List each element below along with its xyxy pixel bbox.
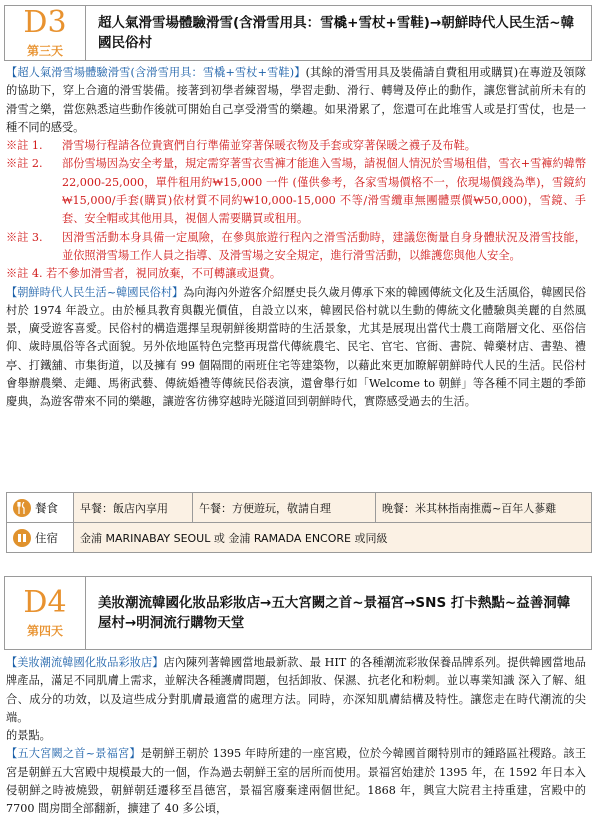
meals-row — [7, 493, 591, 523]
day3-header — [4, 5, 592, 61]
folk-body: 為向海內外遊客介紹歷史長久歲月傳承下來的韓國傳統文化及生活風俗，韓國民俗村於 1974 年設立。由於極具教育與觀光價值，自設立以來，韓國民俗村就以生動的傳統文化體驗與美麗的自然風景，廣受遊客喜愛。民俗村的構造選擇呈現朝鮮後期當時的生活景象，尤其是展現出當代士農工商階層文化、巫俗信仰、歲時風俗等各式面貌。另外依地區特色完整再現當代傳統農宅、民宅、官宅、官衙、書院、韓藥材店、書塾、禮亭、打鐵舖、市集街道，以及擁有 99 個隔間的兩班住宅等建築物，以藉此來更加瞭解朝鮮時代人民的生活。民俗村會舉辦農樂、走繩、馬術武藝、傳統婚禮等傳統民俗表演，還會舉行如「Welcome to 朝鮮」等各種不同主題的季節慶典，為遊客帶來不同的樂趣，讓遊客彷彿穿越時光隧道回到朝鮮時代，實際感受過去的生活。 — [6, 285, 586, 409]
note-1 — [6, 137, 586, 155]
palace-body: 是朝鮮王朝於 1395 年時所建的一座宮殿，位於今韓國首爾特別市的鍾路區社稷路。該王宮是朝鮮五大宮殿中規模最大的一個，作為過去朝鮮王室的居所而使用。景福宮始建於 1395 年，在 1592 年日本入侵朝鮮之時被燒毀，朝鮮朝廷遷移至昌德宮，景福宮廢棄達兩個世紀。1868 年，興宣大院君主持重建，宮殿中的 7700 間房間全部翻新，擴建了 40 多公頃， — [6, 747, 587, 816]
palace-paragraph — [6, 745, 586, 818]
hotel-row — [7, 523, 591, 552]
note-4 — [6, 265, 586, 283]
cosme-paragraph — [6, 654, 586, 727]
bed-icon — [13, 529, 31, 547]
lunch-cell: 午餐：方便遊玩，敬請自理 — [193, 493, 376, 522]
meals-label-text: 餐食 — [35, 500, 58, 515]
cosme-body: 店內陳列著韓國當地最新款、最 HIT 的各種潮流彩妝保養品牌系列。提供韓國當地品牌產品，滿足不同肌膚上需求，並解決各種護膚問題，包括卸妝、保濕、抗老化和粉刺。並以專業知識 深入了解、組合、成分的功效，以及這些成分對肌膚最適當的處理方法。同時，亦深知肌膚結構及特性。讓您走在時代潮流的尖端。 — [6, 656, 586, 724]
day3-content — [6, 64, 586, 412]
hotel-cell: 金浦 MARINABAY SEOUL 或 金浦 RAMADA ENCORE 或同級 — [74, 523, 591, 552]
day4-badge — [5, 577, 86, 649]
note-2 — [6, 155, 586, 228]
meals-label — [7, 493, 74, 522]
note-3 — [6, 229, 586, 266]
note-text: 若不參加滑雪者，視同放棄，不可轉讓或退費。 — [46, 267, 282, 281]
dinner-cell: 晚餐：米其林指南推薦~百年人蔘雞 — [376, 493, 591, 522]
hotel-label — [7, 523, 74, 552]
breakfast-cell: 早餐：飯店內享用 — [74, 493, 193, 522]
day4-content — [6, 654, 586, 819]
ski-heading: 【超人氣滑雪場體驗滑雪(含滑雪用具：雪橇+雪杖+雪鞋)】 — [6, 66, 306, 79]
hotel-label-text: 住宿 — [35, 530, 58, 545]
cosme-tail: 的景點。 — [6, 729, 51, 743]
note-text: 部份雪場因為安全考量，規定需穿著雪衣雪褲才能進入雪場，請視個人情況於雪場租借，雪衣+雪褲約韓幣 22,000-25,000，單件租用約₩15,000 一件 (僅供參考，各家雪場價格不一，依現場價錢為準)，雪鏡約₩15,000/手套(購買)依材質不同約₩10,000-15,000 不等/滑雪纜車無團體票價₩50,000)，雪鏡、手套、安全帽或其他用具，視個人需要購買或租用。 — [62, 157, 587, 226]
note-label: ※註 1. — [6, 139, 43, 153]
utensils-icon — [13, 499, 31, 517]
day-number: D3 — [23, 4, 67, 40]
note-text: 因滑雪活動本身具備一定風險，在參與旅遊行程內之滑雪活動時，建議您衡量自身身體狀況及滑雪技能，並依照滑雪場工作人員之指導、及滑雪場之安全規定，進行滑雪活動，以維護您與他人安全。 — [62, 230, 586, 262]
day4-header — [4, 576, 592, 650]
note-text: 滑雪場行程請各位貴賓們自行準備並穿著保暖衣物及手套或穿著保暖之襪子及布鞋。 — [62, 139, 476, 153]
day3-badge — [5, 6, 86, 60]
note-label: ※註 4. — [6, 267, 43, 281]
folk-paragraph — [6, 284, 586, 412]
palace-heading: 【五大宮闕之首~景福宮】 — [6, 747, 141, 761]
ski-paragraph — [6, 64, 586, 137]
day-label: 第三天 — [26, 43, 63, 58]
day4-title: 美妝潮流韓國化妝品彩妝店→五大宮闕之首~景福宮→SNS 打卡熱點~益善洞韓屋村→明洞流行購物天堂 — [98, 595, 571, 631]
cosme-heading: 【美妝潮流韓國化妝品彩妝店】 — [6, 656, 164, 669]
day-number: D4 — [23, 584, 67, 620]
day3-title: 超人氣滑雪場體驗滑雪(含滑雪用具：雪橇+雪杖+雪鞋)→朝鮮時代人民生活~韓國民俗村 — [98, 15, 575, 51]
note-label: ※註 2. — [6, 157, 43, 171]
day-label: 第四天 — [26, 623, 63, 638]
ski-body: (其餘的滑雪用具及裝備請自費租用或購買)在專遊及領隊的協助下，穿上合適的滑雪裝備。接著到初學者練習場，學習走動、滑行、轉彎及停止的動作，讓您嘗試前所未有的滑雪之樂，當您熟悉這些動作後就可開始自己享受滑雪的樂趣。如果滑累了，您還可在此堆雪人或是打雪仗，也是一種不同的感受。 — [6, 66, 586, 134]
folk-heading: 【朝鮮時代人民生活~韓國民俗村】 — [6, 285, 184, 299]
note-label: ※註 3. — [6, 230, 43, 244]
meals-table — [6, 492, 592, 553]
